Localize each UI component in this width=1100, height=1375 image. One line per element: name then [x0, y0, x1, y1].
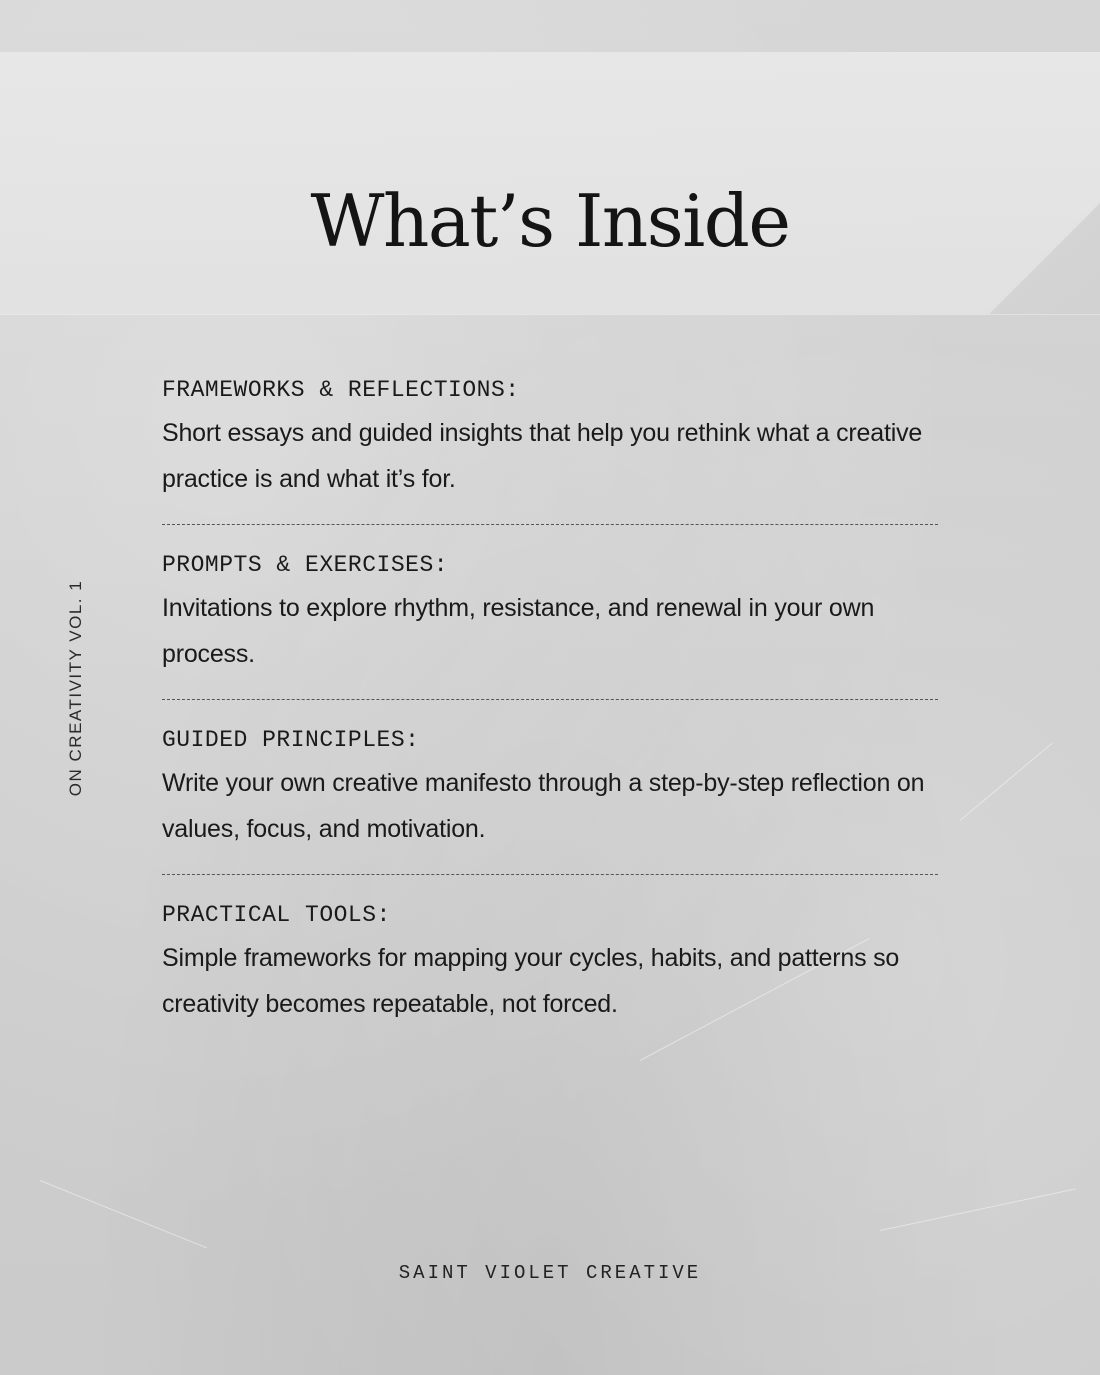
section-body: Write your own creative manifesto through a step-by-step reflection on values, focus, and motivation. [162, 769, 925, 843]
dashed-divider [162, 874, 938, 875]
texture-scratch [880, 1188, 1076, 1231]
section-heading: PRACTICAL TOOLS: [162, 902, 391, 928]
section-tools [162, 895, 938, 1027]
texture-scratch [960, 743, 1053, 821]
section-heading: PROMPTS & EXERCISES: [162, 552, 449, 578]
page-title: What’s Inside [310, 179, 790, 263]
brand-footer: SAINT VIOLET CREATIVE [398, 1262, 702, 1284]
section-frameworks [162, 370, 938, 502]
dashed-divider [162, 699, 938, 700]
section-prompts [162, 545, 938, 677]
section-heading: GUIDED PRINCIPLES: [162, 727, 420, 753]
section-body: Short essays and guided insights that help you rethink what a creative practice is and what it’s for. [162, 419, 923, 493]
section-body: Simple frameworks for mapping your cycles, habits, and patterns so creativity becomes repeatable, not forced. [162, 944, 900, 1018]
sections-list [162, 370, 938, 1027]
section-heading: FRAMEWORKS & REFLECTIONS: [162, 377, 520, 403]
texture-scratch [40, 1180, 207, 1248]
dashed-divider [162, 524, 938, 525]
volume-label: ON CREATIVITY VOL. 1 [66, 579, 85, 797]
section-principles [162, 720, 938, 852]
section-body: Invitations to explore rhythm, resistance, and renewal in your own process. [162, 594, 875, 668]
